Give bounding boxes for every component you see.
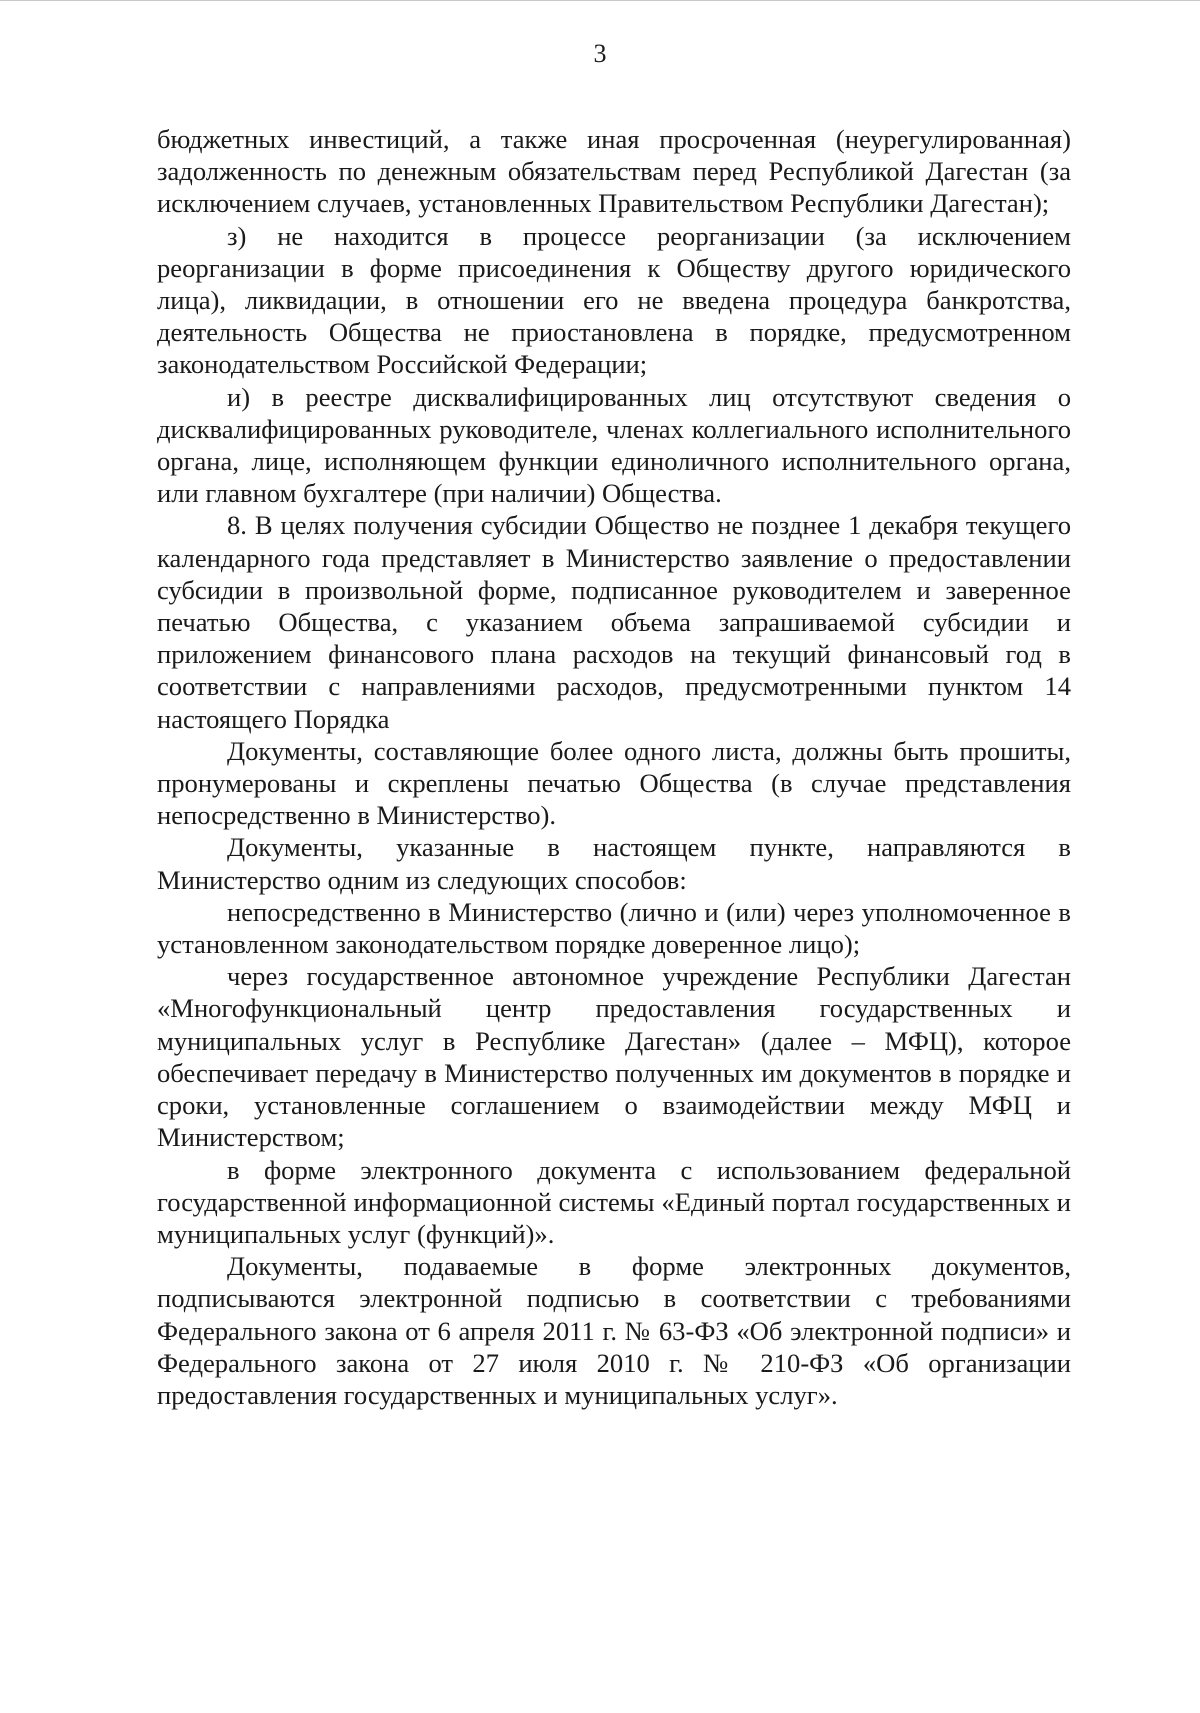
paragraph-method-direct: непосредственно в Министерство (лично и (или) через уполномоченное в установленном законодательством порядке доверенное лицо);	[157, 896, 1071, 960]
paragraph-continuation: бюджетных инвестиций, а также иная просроченная (неурегулированная) задолженность по денежным обязательствам перед Республикой Дагестан (за исключением случаев, установленных Правительством Республики Дагестан);	[157, 124, 1071, 219]
paragraph-item-i: и) в реестре дисквалифицированных лиц отсутствуют сведения о дисквалифицированных руководителе, членах коллегиального исполнительного органа, лице, исполняющем функции единоличного исполнительного органа, или главном бухгалтере (при наличии) Общества.	[157, 381, 1071, 509]
document-body	[157, 123, 1071, 1411]
paragraph-submission-methods: Документы, указанные в настоящем пункте, направляются в Министерство одним из следующих способов:	[157, 832, 1071, 895]
paragraph-method-electronic: в форме электронного документа с использованием федеральной государственной информационной системы «Единый портал государственных и муниципальных услуг (функций)».	[157, 1154, 1071, 1249]
paragraph-clause-8: 8. В целях получения субсидии Общество не позднее 1 декабря текущего календарного года представляет в Министерство заявление о предоставлении субсидии в произвольной форме, подписанное руководителем и заверенное печатью Общества, с указанием объема запрашиваемой субсидии и приложением финансового плана расходов на текущий финансовый год в соответствии с направлениями расходов, предусмотренными пунктом 14 настоящего Порядка	[157, 510, 1071, 734]
page-number: 3	[593, 39, 607, 68]
paragraph-documents-binding: Документы, составляющие более одного листа, должны быть прошиты, пронумерованы и скреплены печатью Общества (в случае представления непосредственно в Министерство).	[157, 735, 1071, 831]
paragraph-electronic-signature: Документы, подаваемые в форме электронных документов, подписываются электронной подписью в соответствии с требованиями Федерального закона от 6 апреля 2011 г. № 63-ФЗ «Об электронной подписи» и Федерального закона от 27 июля 2010 г. № 210-ФЗ «Об организации предоставления государственных и муниципальных услуг».	[157, 1251, 1071, 1410]
paragraph-method-mfc: через государственное автономное учреждение Республики Дагестан «Многофункциональный центр предоставления государственных и муниципальных услуг в Республике Дагестан» (далее – МФЦ), которое обеспечивает передачу в Министерство полученных им документов в порядке и сроки, установленные соглашением о взаимодействии между МФЦ и Министерством;	[157, 961, 1071, 1153]
paragraph-item-z: з) не находится в процессе реорганизации (за исключением реорганизации в форме присоединения к Обществу другого юридического лица), ликвидации, в отношении его не введена процедура банкротства, деятельность Общества не приостановлена в порядке, предусмотренном законодательством Российской Федерации;	[157, 220, 1071, 380]
